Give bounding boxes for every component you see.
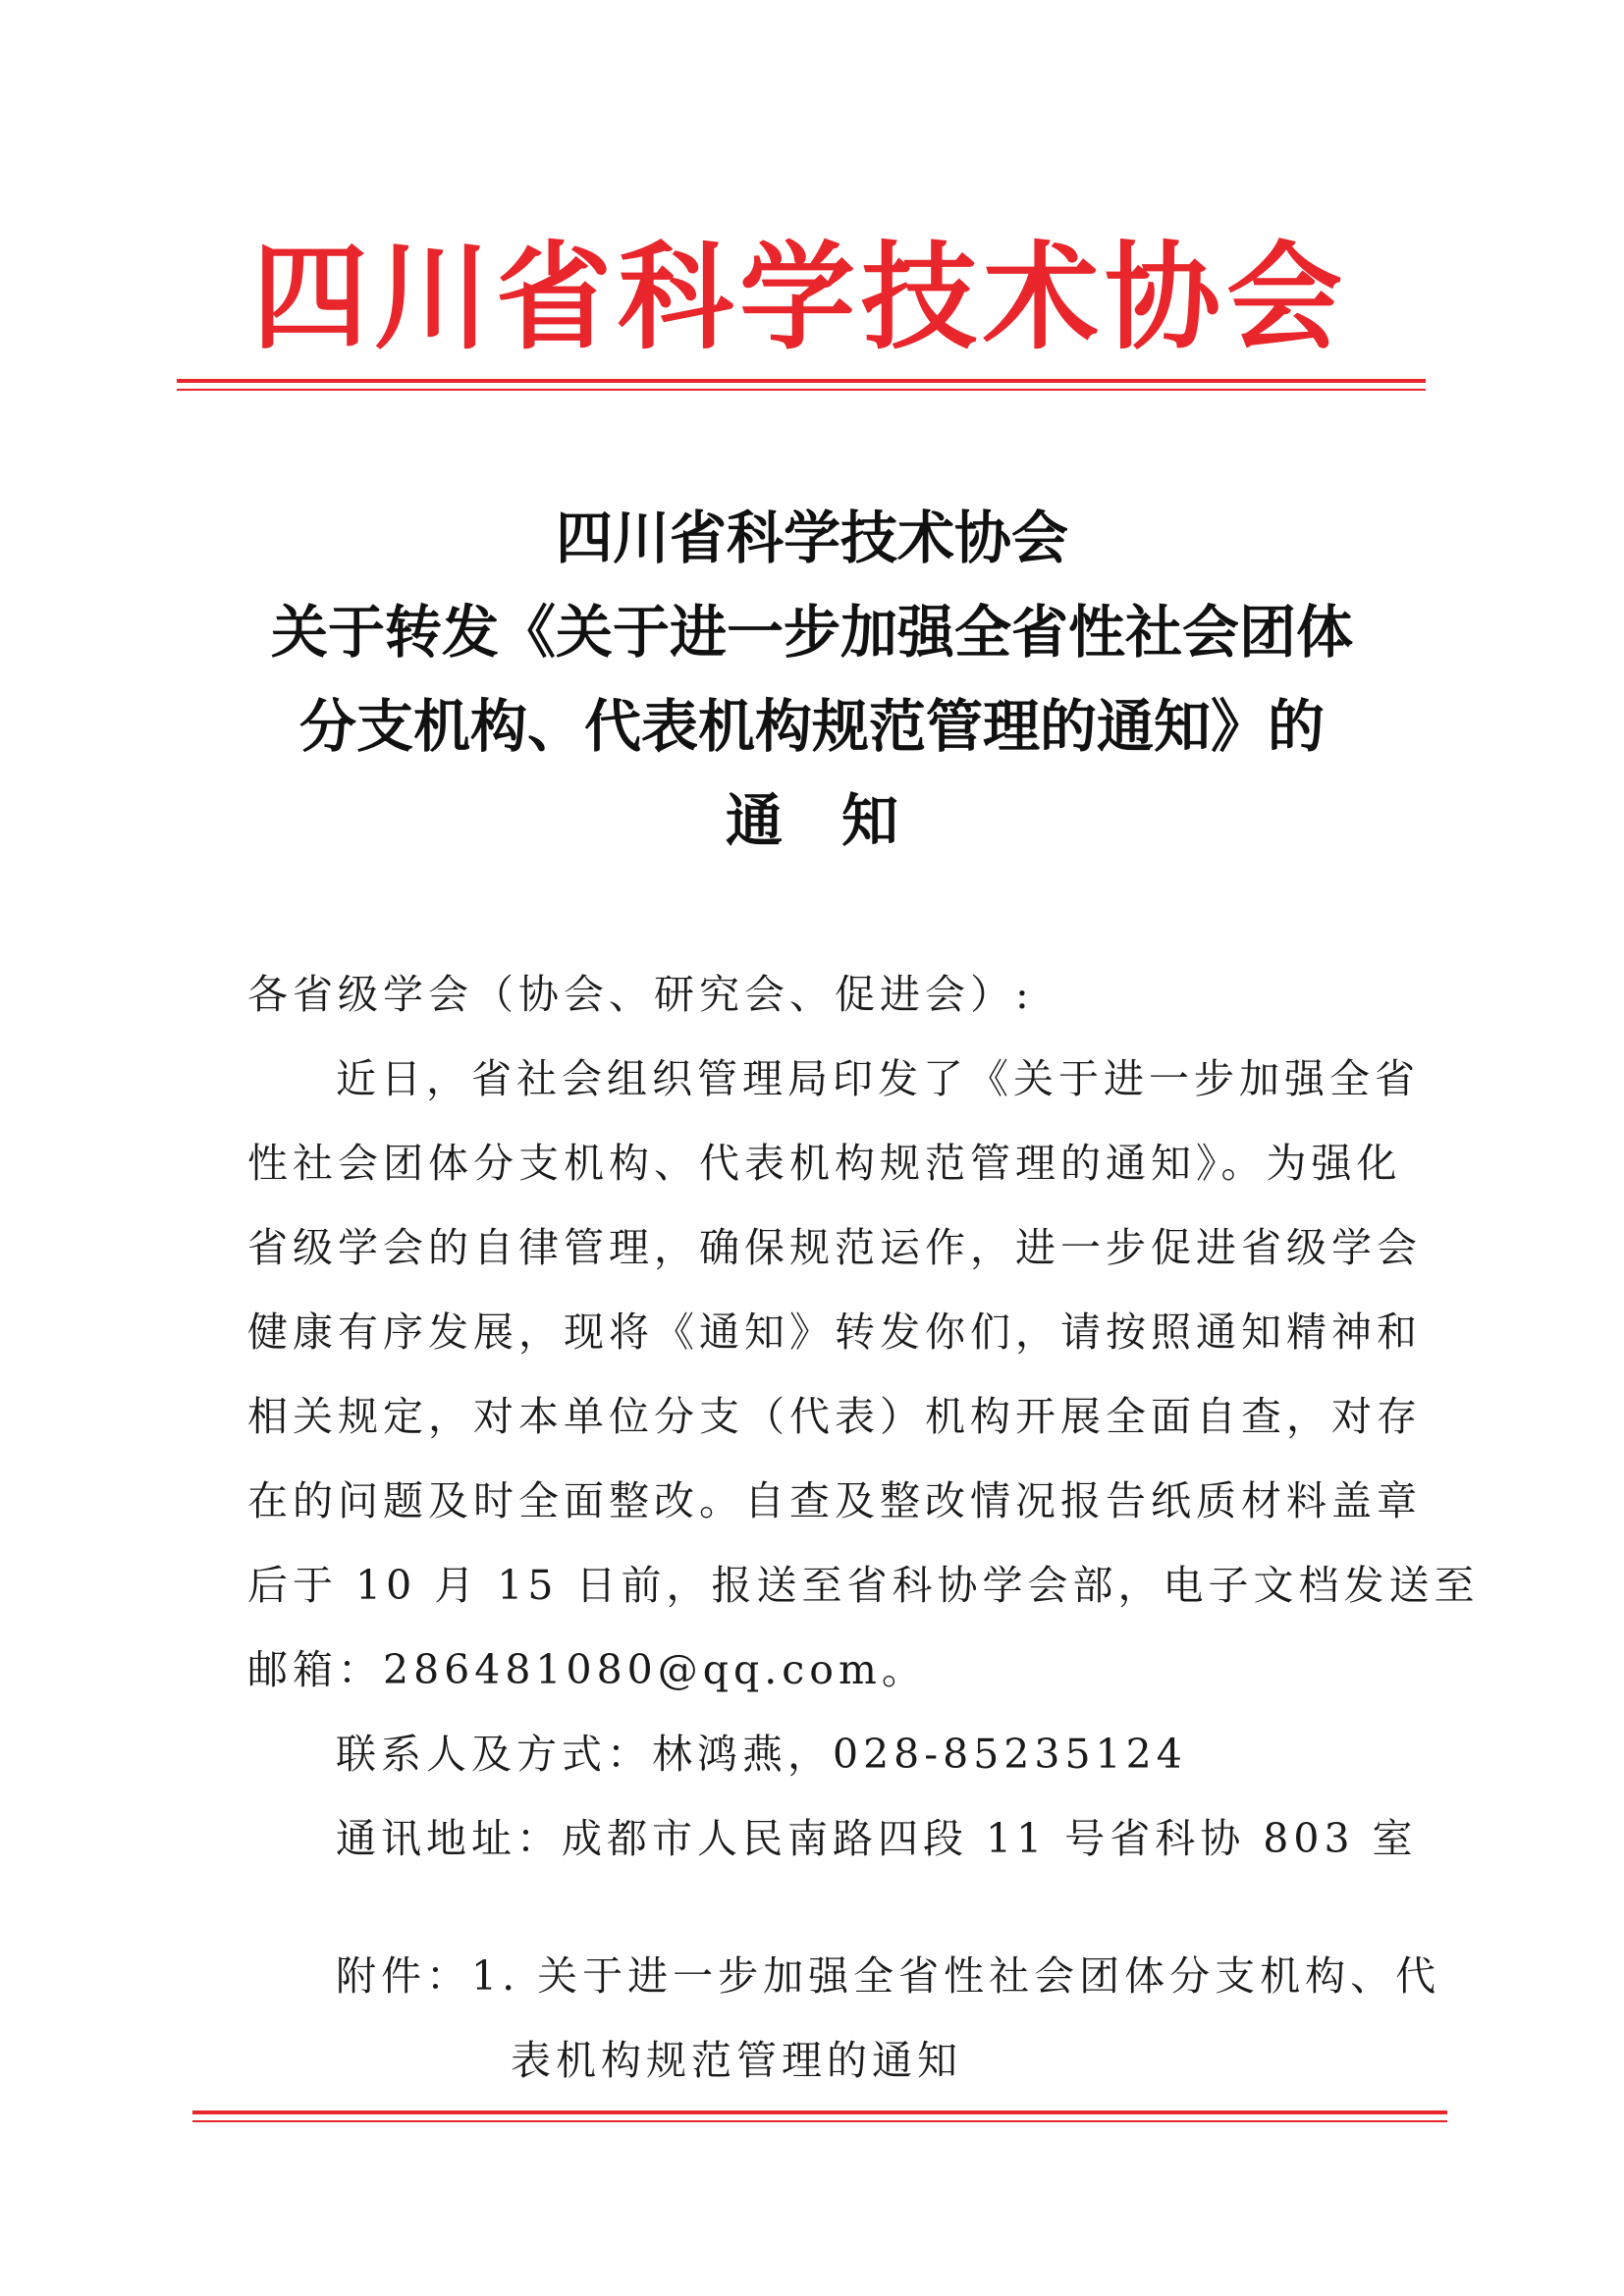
- attachment-line-2: 表机构规范管理的通知: [511, 2037, 962, 2084]
- letterhead-rule-bottom: [177, 389, 1426, 391]
- paragraph-line-1: 近日，省社会组织管理局印发了《关于进一步加强全省: [336, 1055, 1420, 1102]
- salutation: 各省级学会（协会、研究会、促进会）:: [247, 971, 1034, 1018]
- paragraph-line-8: 邮箱：286481080@qq.com。: [247, 1646, 927, 1693]
- footer-rule-top: [192, 2110, 1447, 2114]
- title-line-2: 关于转发《关于进一步加强全省性社会团体: [270, 599, 1353, 666]
- footer-rule-bottom: [192, 2120, 1447, 2122]
- document-title: [196, 491, 1428, 868]
- paragraph-line-7: 后于 10 月 15 日前，报送至省科协学会部，电子文档发送至: [247, 1562, 1480, 1609]
- paragraph-line-5: 相关规定，对本单位分支（代表）机构开展全面自查，对存: [247, 1393, 1422, 1440]
- address-line: 通讯地址：成都市人民南路四段 11 号省科协 803 室: [336, 1815, 1418, 1862]
- paragraph-line-6: 在的问题及时全面整改。自查及整改情况报告纸质材料盖章: [247, 1477, 1422, 1524]
- paragraph-line-4: 健康有序发展，现将《通知》转发你们，请按照通知精神和: [247, 1308, 1422, 1356]
- title-line-1: 四川省科学技术协会: [555, 505, 1068, 571]
- attachment-line-1: 附件：1. 关于进一步加强全省性社会团体分支机构、代: [336, 1952, 1441, 2000]
- title-line-3: 分支机构、代表机构规范管理的通知》的: [298, 693, 1325, 760]
- paragraph-line-3: 省级学会的自律管理，确保规范运作，进一步促进省级学会: [247, 1224, 1422, 1271]
- title-line-4: 通知: [725, 787, 957, 854]
- document-body: [247, 952, 1480, 2130]
- letterhead-org-name: 四川省科学技术协会: [251, 230, 1348, 365]
- letterhead-rule-top: [177, 379, 1426, 383]
- paragraph-line-2: 性社会团体分支机构、代表机构规范管理的通知》。为强化: [247, 1140, 1402, 1187]
- contact-line: 联系人及方式：林鸿燕，028-85235124: [336, 1731, 1187, 1778]
